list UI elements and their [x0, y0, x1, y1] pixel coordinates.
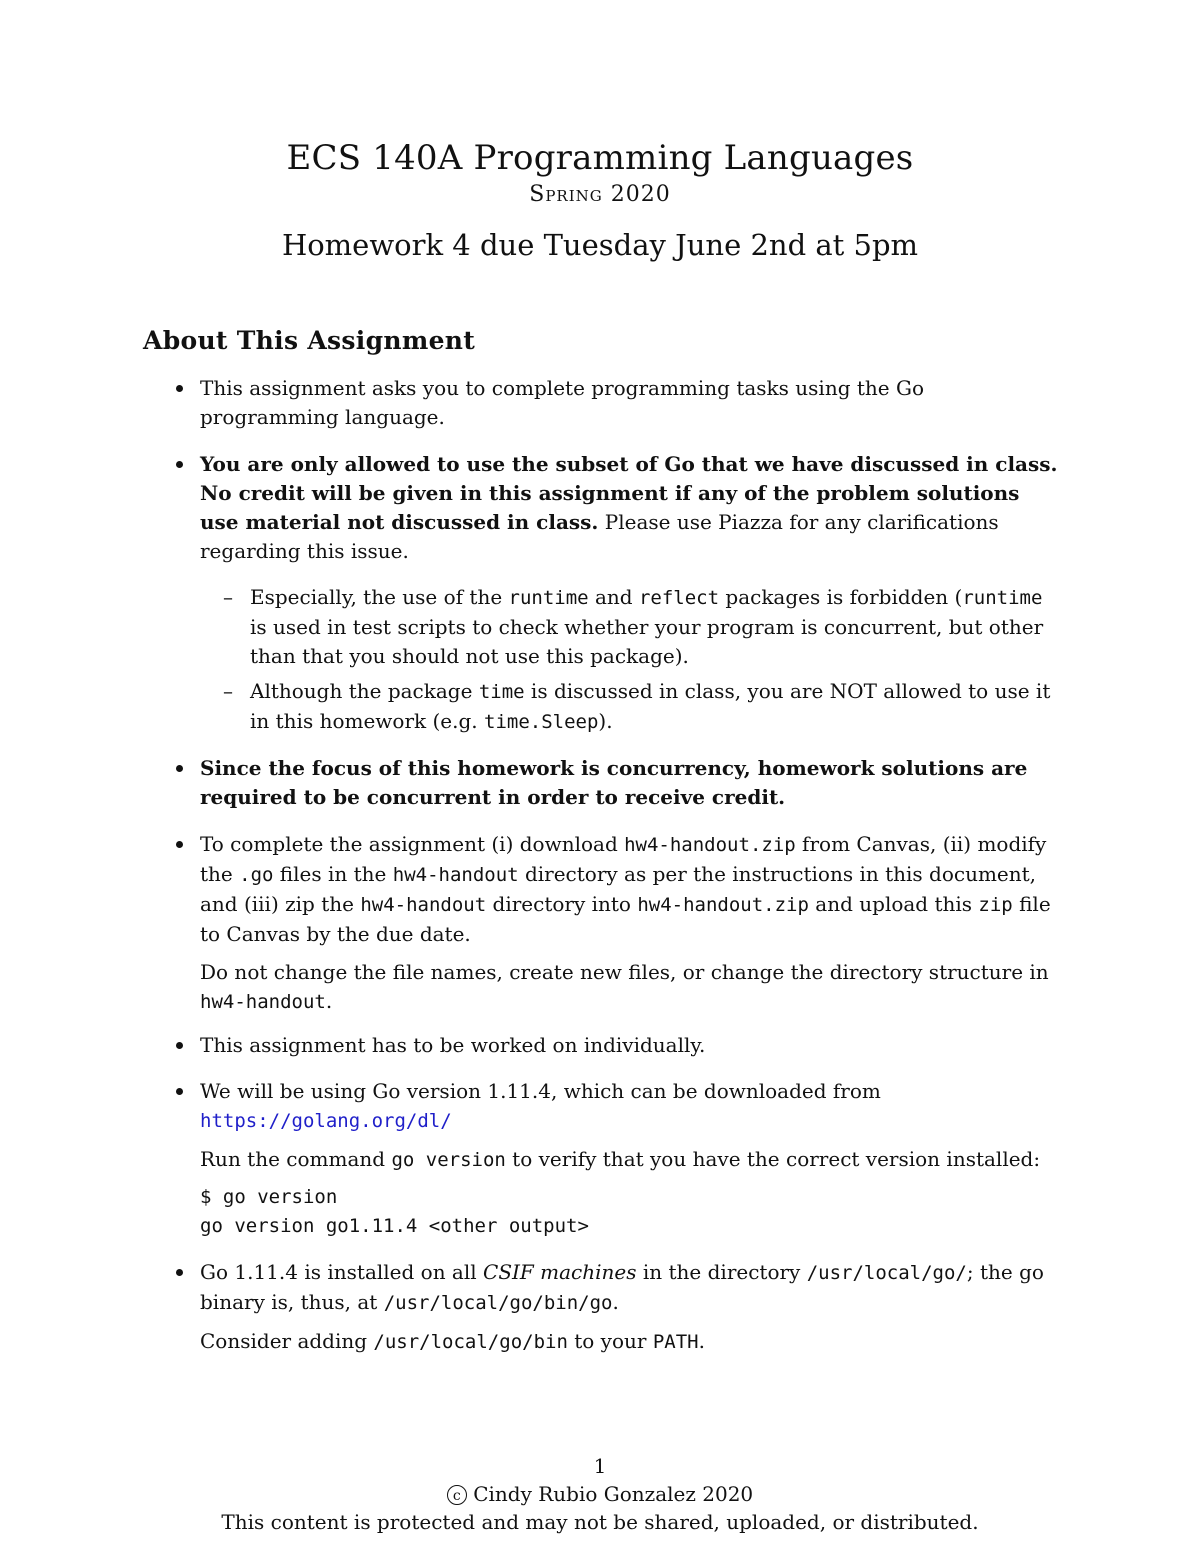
- code-go-bin-dir: /usr/local/go/bin: [373, 1331, 568, 1353]
- code-go-ext: .go: [239, 864, 274, 886]
- bullet-text: Run the command go version to verify that you have the correct version installed:: [200, 1147, 1041, 1171]
- code-zip: zip: [978, 894, 1013, 916]
- term-label: Spring 2020: [529, 182, 671, 207]
- document-title: ECS 140A Programming Languages: [286, 138, 914, 178]
- copyright-notice: This content is protected and may not be shared, uploaded, or distributed.: [221, 1510, 979, 1534]
- bullet-icon: [176, 765, 183, 772]
- emphasis-text: CSIF machines: [483, 1260, 637, 1284]
- bullet-item: [200, 1258, 1062, 1357]
- bullet-item: [200, 830, 1062, 1017]
- code-runtime: runtime: [508, 587, 589, 609]
- sub-bullet-item: – Especially, the use of the runtime and reflect packages is forbidden (runtime is used in test scripts to check whether your program is concurrent, but other than that you should not use this package).: [223, 585, 1044, 668]
- copyright-icon: c: [447, 1485, 467, 1505]
- code-go-dir: /usr/local/go/: [806, 1262, 967, 1284]
- bullet-text: Consider adding /usr/local/go/bin to your PATH.: [200, 1329, 705, 1353]
- copyright-line: c Cindy Rubio Gonzalez 2020: [0, 1480, 1200, 1508]
- bullet-icon: [176, 1088, 183, 1095]
- bullet-item: [200, 450, 1062, 566]
- page-footer: [0, 1452, 1200, 1536]
- code-runtime: runtime: [962, 587, 1043, 609]
- section-heading: About This Assignment: [143, 326, 476, 355]
- bullet-text: Do not change the file names, create new files, or change the directory structure in hw4-handout.: [200, 960, 1049, 1013]
- bullet-text: This assignment asks you to complete programming tasks using the Go programming language.: [200, 376, 924, 429]
- code-path: PATH: [652, 1331, 699, 1353]
- code-reflect: reflect: [638, 587, 720, 609]
- bullet-item: [200, 374, 1062, 432]
- bullet-text: [200, 450, 1062, 566]
- page-number: 1: [593, 1454, 607, 1478]
- bullet-text: We will be using Go version 1.11.4, which can be downloaded from https://golang.org/dl/: [200, 1079, 881, 1132]
- bullet-text: To complete the assignment (i) download hw4-handout.zip from Canvas, (ii) modify the .go files in the hw4-handout directory as per the instructions in this document, and (iii) zip the hw4-handout directory into hw4-handout.zip and upload this zip file to Canvas by the due date.: [200, 832, 1051, 946]
- bullet-icon: [176, 461, 183, 468]
- bullet-item: [200, 754, 1062, 812]
- bullet-item: [200, 1077, 1062, 1241]
- bullet-icon: [176, 385, 183, 392]
- bullet-text: Since the focus of this homework is concurrency, homework solutions are required to be concurrent in order to receive credit.: [200, 756, 1028, 809]
- code-go-version: go version: [391, 1149, 506, 1171]
- code-time-sleep: time.Sleep: [484, 711, 599, 733]
- bullet-icon: [176, 1269, 183, 1276]
- code-go-binary: /usr/local/go/bin/go: [383, 1292, 613, 1314]
- bullet-text: This assignment has to be worked on individually.: [200, 1033, 706, 1057]
- bullet-text-rest: Please use Piazza for any clarifications regarding this issue.: [200, 510, 999, 563]
- golang-download-link[interactable]: https://golang.org/dl/: [200, 1110, 452, 1132]
- dash-icon: –: [223, 679, 233, 703]
- code-line: $ go version: [200, 1186, 338, 1208]
- code-handout-dir: hw4-handout: [392, 864, 519, 886]
- code-handout-dir: hw4-handout: [360, 894, 487, 916]
- bullet-icon: [176, 1042, 183, 1049]
- code-handout-dir: hw4-handout: [200, 991, 326, 1013]
- code-zip-file: hw4-handout.zip: [624, 834, 796, 856]
- bullet-icon: [176, 841, 183, 848]
- due-date-line: Homework 4 due Tuesday June 2nd at 5pm: [281, 228, 919, 262]
- code-block: [200, 1183, 1062, 1241]
- sub-bullet-item: – Although the package time is discussed in class, you are NOT allowed to use it in this homework (e.g. time.Sleep).: [223, 679, 1051, 733]
- bullet-text: Go 1.11.4 is installed on all CSIF machines in the directory /usr/local/go/; the go binary is, thus, at /usr/local/go/bin/go.: [200, 1260, 1044, 1314]
- bold-rule-text: You are only allowed to use the subset of Go that we have discussed in class. No credit will be given in this assignment if any of the problem solutions use material not discussed in class.: [200, 452, 1058, 534]
- bullet-item: [200, 1031, 1062, 1060]
- code-line: go version go1.11.4 <other output>: [200, 1215, 589, 1237]
- code-zip-file: hw4-handout.zip: [637, 894, 809, 916]
- code-time: time: [478, 681, 525, 703]
- dash-icon: –: [223, 585, 233, 609]
- title-block: [0, 137, 1200, 263]
